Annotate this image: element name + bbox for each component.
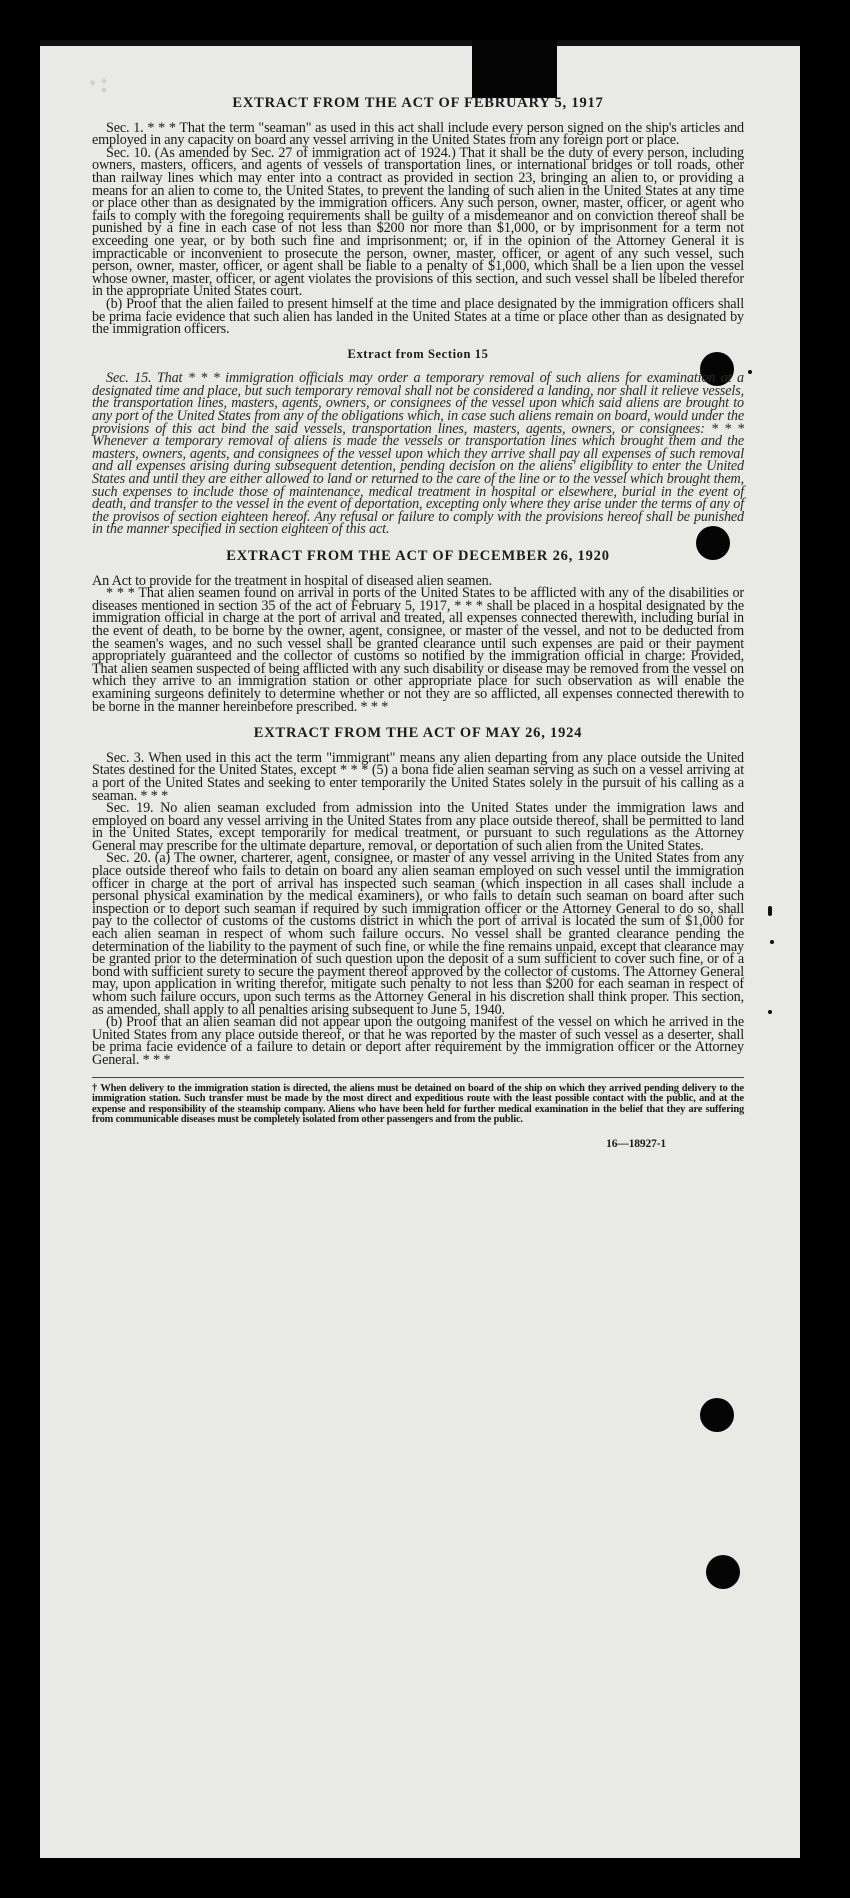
- paragraph-sec10: Sec. 10. (As amended by Sec. 27 of immigration act of 1924.) That it shall be the duty of every person, including owners, masters, officers, and agents of vessels of transportation lines, or international bridges or toll roads, other than railway lines which may enter into a contract as provided in section 23, bringing an alien to, or providing a means for an alien to come to, the United States, to prevent the landing of such alien in the United States at any time or place other than as designated by the immigration officers. Any such person, owner, master, officer, or agent who fails to comply with the foregoing requirements shall be guilty of a misdemeanor and on conviction thereof shall be punished by a fine in each case of not less than $200 nor more than $1,000, or by imprisonment for a term not exceeding one year, or by both such fine and imprisonment; or, if in the opinion of the Attorney General it is impracticable or inconvenient to prosecute the person, owner, master, officer, or agent of any such vessel, such person, owner, master, officer, or agent shall be liable to a penalty of $1,000, which shall be a lien upon the vessel whose owner, master, officer, or agent violates the provisions of this section, and such vessel shall be libeled therefor in the appropriate United States court.: [92, 144, 744, 300]
- paragraph-sec1: Sec. 1. * * * That the term "seaman" as used in this act shall include every person signed on the ship's articles and employed in any capacity on board any vessel arriving in the United States from any foreign port or place.: [92, 119, 744, 149]
- speck-mark: [768, 1010, 772, 1014]
- speck-mark: [748, 370, 752, 374]
- punch-hole: [706, 1555, 740, 1589]
- paragraph-1920-body: * * * That alien seamen found on arrival in ports of the United States to be afflicted with any of the disabilities or diseases mentioned in section 35 of the act of February 5, 1917, * * * shall be placed in a hospital designated by the immigration official in charge at the port of arrival and treated, all expenses connected therewith, including burial in the event of death, to be borne by the owner, agent, consignee, or master of the vessel, and not to be deducted from the seamen's wages, and no such vessel shall be granted clearance until such expenses are paid or their payment appropriately guaranteed and the collector of customs so notified by the immigration official in charge: Provided, That alien seamen suspected of being afflicted with any such disability or disease may be removed from the vessel on which they arrive to an immigration station or other appropriate place for such observation as will enable the examining surgeons definitely to determine whether or not they are so afflicted, all expenses connected therewith to be borne in the manner hereinbefore prescribed. * * *: [92, 585, 744, 715]
- section-heading-1917: EXTRACT FROM THE ACT OF FEBRUARY 5, 1917: [232, 95, 604, 111]
- document-content: [92, 97, 744, 1151]
- subheading-section-15: Extract from Section 15: [347, 346, 489, 361]
- speck-mark: [770, 940, 774, 944]
- paragraph-sec10b: (b) Proof that the alien failed to present himself at the time and place designated by the immigration officers shall be prima facie evidence that such alien has landed in the United States at a time or place other than as designated by the immigration officers.: [92, 295, 744, 338]
- paragraph-sec19: Sec. 19. No alien seaman excluded from admission into the United States under the immigration laws and employed on board any vessel arriving in the United States from any place outside thereof, shall be permitted to land in the United States, except temporarily for medical treatment, or pursuant to such regulations as the Attorney General may prescribe for the ultimate departure, removal, or deportation of such alien from the United States.: [92, 800, 744, 854]
- section-heading-1920: EXTRACT FROM THE ACT OF DECEMBER 26, 1920: [226, 548, 610, 564]
- faint-bleed-mark: ·:: [88, 68, 111, 99]
- form-number: 16—18927-1: [606, 1137, 666, 1150]
- footnote-text: † When delivery to the immigration station is directed, the aliens must be detained on board of the ship on which they arrived pending delivery to the immigration station. Such transfer must be made by the most direct and expeditious route with the least possible contact with the public, and at the expense and responsibility of the steamship company. Aliens who have been held for further medical examination in the belief that they are suffering from communicable diseases must be completely isolated from other passengers and from the public.: [92, 1082, 744, 1126]
- punch-hole: [700, 1398, 734, 1432]
- section-heading-1924: EXTRACT FROM THE ACT OF MAY 26, 1924: [253, 725, 583, 742]
- torn-tab-mark: [472, 40, 557, 98]
- paragraph-1920-intro: An Act to provide for the treatment in hospital of diseased alien seamen.: [92, 572, 492, 589]
- paragraph-sec20b: (b) Proof that an alien seaman did not appear upon the outgoing manifest of the vessel on which he arrived in the United States from any place outside thereof, or that he was reported by the master of such vessel as a deserter, shall be prima facie evidence of a failure to detain or deport after requirement by the immigration officer or the Attorney General. * * *: [92, 1014, 744, 1068]
- paragraph-sec20: Sec. 20. (a) The owner, charterer, agent, consignee, or master of any vessel arriving in the United States from any place outside thereof who fails to detain on board any alien seaman employed on such vessel until the immigration officer in charge at the port of arrival has inspected such seaman (which inspection in all cases shall include a personal physical examination by the medical examiners), or who fails to detain such seaman on board after such inspection or to deport such seaman if required by such immigration officer or the Attorney General to do so, shall pay to the collector of customs of the customs district in which the port of arrival is located the sum of $1,000 for each alien seaman in respect of whom such failure occurs. No vessel shall be granted clearance pending the determination of the liability to the payment of such fine, or while the fine remains unpaid, except that clearance may be granted prior to the determination of such question upon the deposit of a sum sufficient to cover such fine, or of a bond with sufficient surety to secure the payment thereof approved by the collector of customs. The Attorney General may, upon application in writing therefor, mitigate such penalty to not less than $200 for each seaman in respect of whom such failure occurs, upon such terms as the Attorney General in his discretion shall think proper. This section, as amended, shall apply to all penalties arising subsequent to June 5, 1940.: [92, 850, 744, 1018]
- paragraph-sec15: Sec. 15. That * * * immigration officials may order a temporary removal of such aliens for examination at a designated time and place, but such temporary removal shall not be considered a landing, nor shall it relieve vessels, the transportation lines, masters, agents, owners, or consignees of the vessel upon which said aliens are brought to any port of the United States from any of the obligations which, in case such aliens remain on board, would under the provisions of this act bind the said vessels, transportation lines, masters, agents, owners, or consignees: * * * Whenever a temporary removal of aliens is made the vessels or transportation lines which brought them and the masters, owners, agents, and consignees of the vessel upon which they arrive shall pay all expenses of such removal and all expenses arising during subsequent detention, pending decision on the aliens' eligibility to enter the United States and until they are either allowed to land or returned to the care of the line or to the vessel which brought them, such expenses to include those of maintenance, medical treatment in hospital or elsewhere, burial in the event of death, and transfer to the vessel in the event of deportation, excepting only where they arise under the terms of any of the provisos of section eighteen hereof. Any refusal or failure to comply with the provisions hereof shall be punished in the manner specified in section eighteen of this act.: [92, 370, 744, 538]
- paragraph-sec3: Sec. 3. When used in this act the term "immigrant" means any alien departing from any place outside the United States destined for the United States, except * * * (5) a bona fide alien seaman serving as such on a vessel arriving at a port of the United States and seeking to enter temporarily the United States solely in the pursuit of his calling as a seaman. * * *: [92, 749, 744, 804]
- top-edge-shadow: [40, 40, 800, 46]
- speck-mark: [768, 906, 772, 916]
- footnote-divider: [92, 1077, 744, 1078]
- footnote: [92, 1084, 744, 1126]
